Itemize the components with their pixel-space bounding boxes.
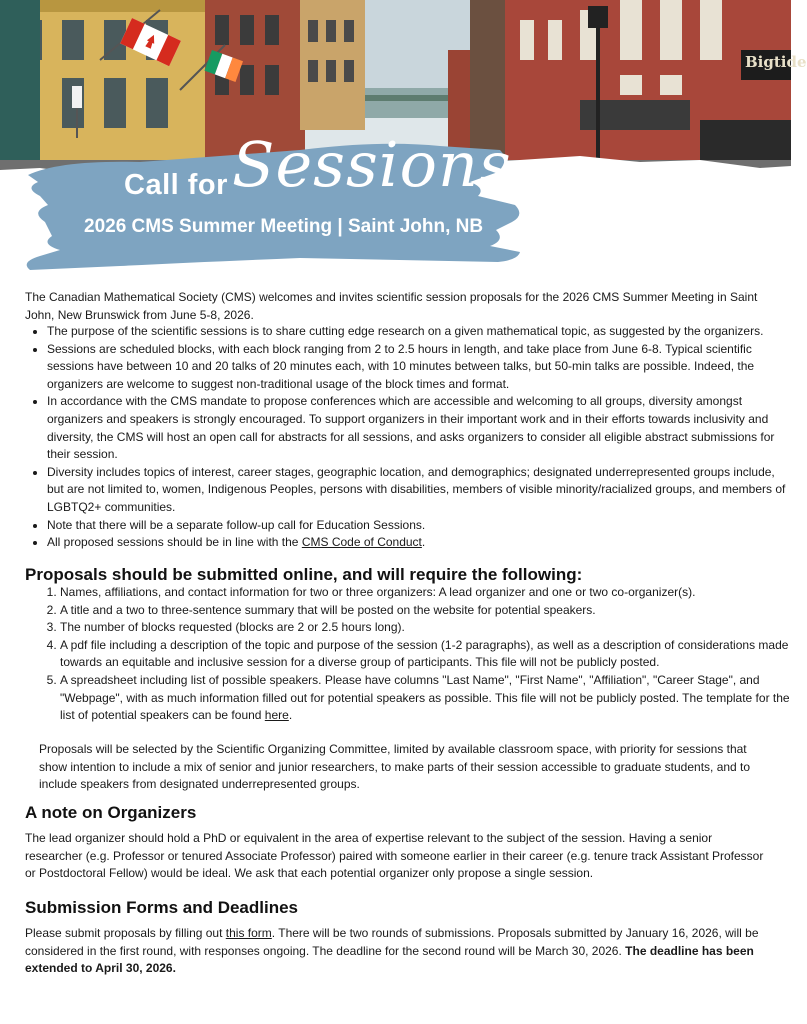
- list-item: • Note that there will be a separate follow-up call for Education Sessions.: [47, 517, 787, 535]
- forms-heading: Submission Forms and Deadlines: [25, 898, 299, 917]
- hero-subtitle: 2026 CMS Summer Meeting | Saint John, NB: [84, 216, 484, 237]
- list-item: [60, 672, 795, 725]
- list-item: 4. A pdf file including a description of the topic and purpose of the session (1-2 paragraphs), as well as a description of considerations made towards an equitable and inclusive session for a diverse group of participants. This file will not be publicly posted.: [60, 637, 795, 672]
- hero-title-prefix: Call for: [124, 169, 228, 201]
- organizers-paragraph: The lead organizer should hold a PhD or equivalent in the area of expertise relevant to the subject of the session. Having a senior researcher (e.g. Professor or tenured Associate Professor) paired with someone earlier in their career (e.g. tenure track Assistant Professor or Postdoctoral Fellow) would be ideal. We ask that each potential organizer only propose a single session.: [25, 831, 764, 881]
- list-item: • Diversity includes topics of interest, career stages, geographic location, and demographics; designated underrepresented groups include, but are not limited to, women, Indigenous Peoples, persons with disabilities, members of visible minority/racialized groups, and members of LGBTQ2+ communities.: [47, 464, 787, 517]
- list-item: [47, 534, 787, 552]
- forms-text-after: . There will be two rounds of submissions. Proposals submitted by January 16, 2026, will be considered in the first round, with responses ongoing. The deadline for the second round will be March 30, 2026.: [25, 926, 759, 958]
- proposal-requirements-list: [38, 584, 795, 725]
- proposals-heading: Proposals should be submitted online, and will require the following:: [25, 565, 583, 584]
- hero-banner: [0, 0, 807, 280]
- list-item-text: All proposed sessions should be in line with the: [47, 535, 302, 550]
- shop-sign: Bigtide: [741, 50, 791, 80]
- submission-form-link[interactable]: this form: [225, 926, 272, 940]
- list-item-punct: .: [421, 535, 426, 550]
- session-info-list: [25, 323, 787, 552]
- forms-paragraph: [25, 925, 770, 978]
- selection-paragraph: Proposals will be selected by the Scientific Organizing Committee, limited by available classroom space, with priority for sessions that show intention to include a mix of senior and junior researchers, to make parts of their session accessible to graduate students, and to include speakers from designated underrepresented groups.: [39, 742, 751, 792]
- organizers-heading: A note on Organizers: [25, 803, 197, 822]
- intro-paragraph: The Canadian Mathematical Society (CMS) welcomes and invites scientific session proposals for the 2026 CMS Summer Meeting in Saint John, New Brunswick from June 5-8, 2026.: [25, 290, 758, 322]
- hero-title-script: Sessions: [232, 128, 512, 201]
- code-of-conduct-link[interactable]: CMS Code of Conduct: [301, 535, 422, 550]
- list-item: 3. The number of blocks requested (blocks are 2 or 2.5 hours long).: [60, 619, 795, 637]
- list-item: 2. A title and a two to three-sentence summary that will be posted on the website for potential speakers.: [60, 602, 795, 620]
- speaker-template-link[interactable]: here: [264, 708, 289, 723]
- list-item: • In accordance with the CMS mandate to propose conferences which are accessible and welcoming to all groups, diversity amongst organizers and speakers is strongly encouraged. To support organizers in their important work and in their efforts towards inclusivity and diversity, the CMS will host an open call for abstracts for all sessions, and asks organizers to consider all eligible abstract submissions for their session.: [47, 393, 787, 463]
- list-item-punct: .: [288, 708, 293, 723]
- list-item: 1. Names, affiliations, and contact information for two or three organizers: A lead organizer and one or two co-organizer(s).: [60, 584, 795, 602]
- forms-text-before: Please submit proposals by filling out: [25, 926, 226, 940]
- list-item: • Sessions are scheduled blocks, with each block ranging from 2 to 2.5 hours in length, and take place from June 6-8. Typical scientific sessions have between 10 and 20 talks of 20 minutes each, with 10 minutes between talks, but 50-min talks are possible. Indeed, the organizers are welcome to suggest non-traditional usage of the block times and format.: [47, 341, 787, 394]
- deadline-extension: The deadline has been extended to April 30, 2026.: [25, 943, 754, 976]
- list-item: • The purpose of the scientific sessions is to share cutting edge research on a given mathematical topic, as suggested by the organizers.: [47, 323, 787, 341]
- list-item-text: A spreadsheet including list of possible speakers. Please have columns "Last Name", "First Name", "Affiliation", "Career Stage", and "Webpage", with as much information filled out for potential speakers as possible. This file will not be publicly posted. The template for the list of potential speakers can be found: [60, 672, 790, 723]
